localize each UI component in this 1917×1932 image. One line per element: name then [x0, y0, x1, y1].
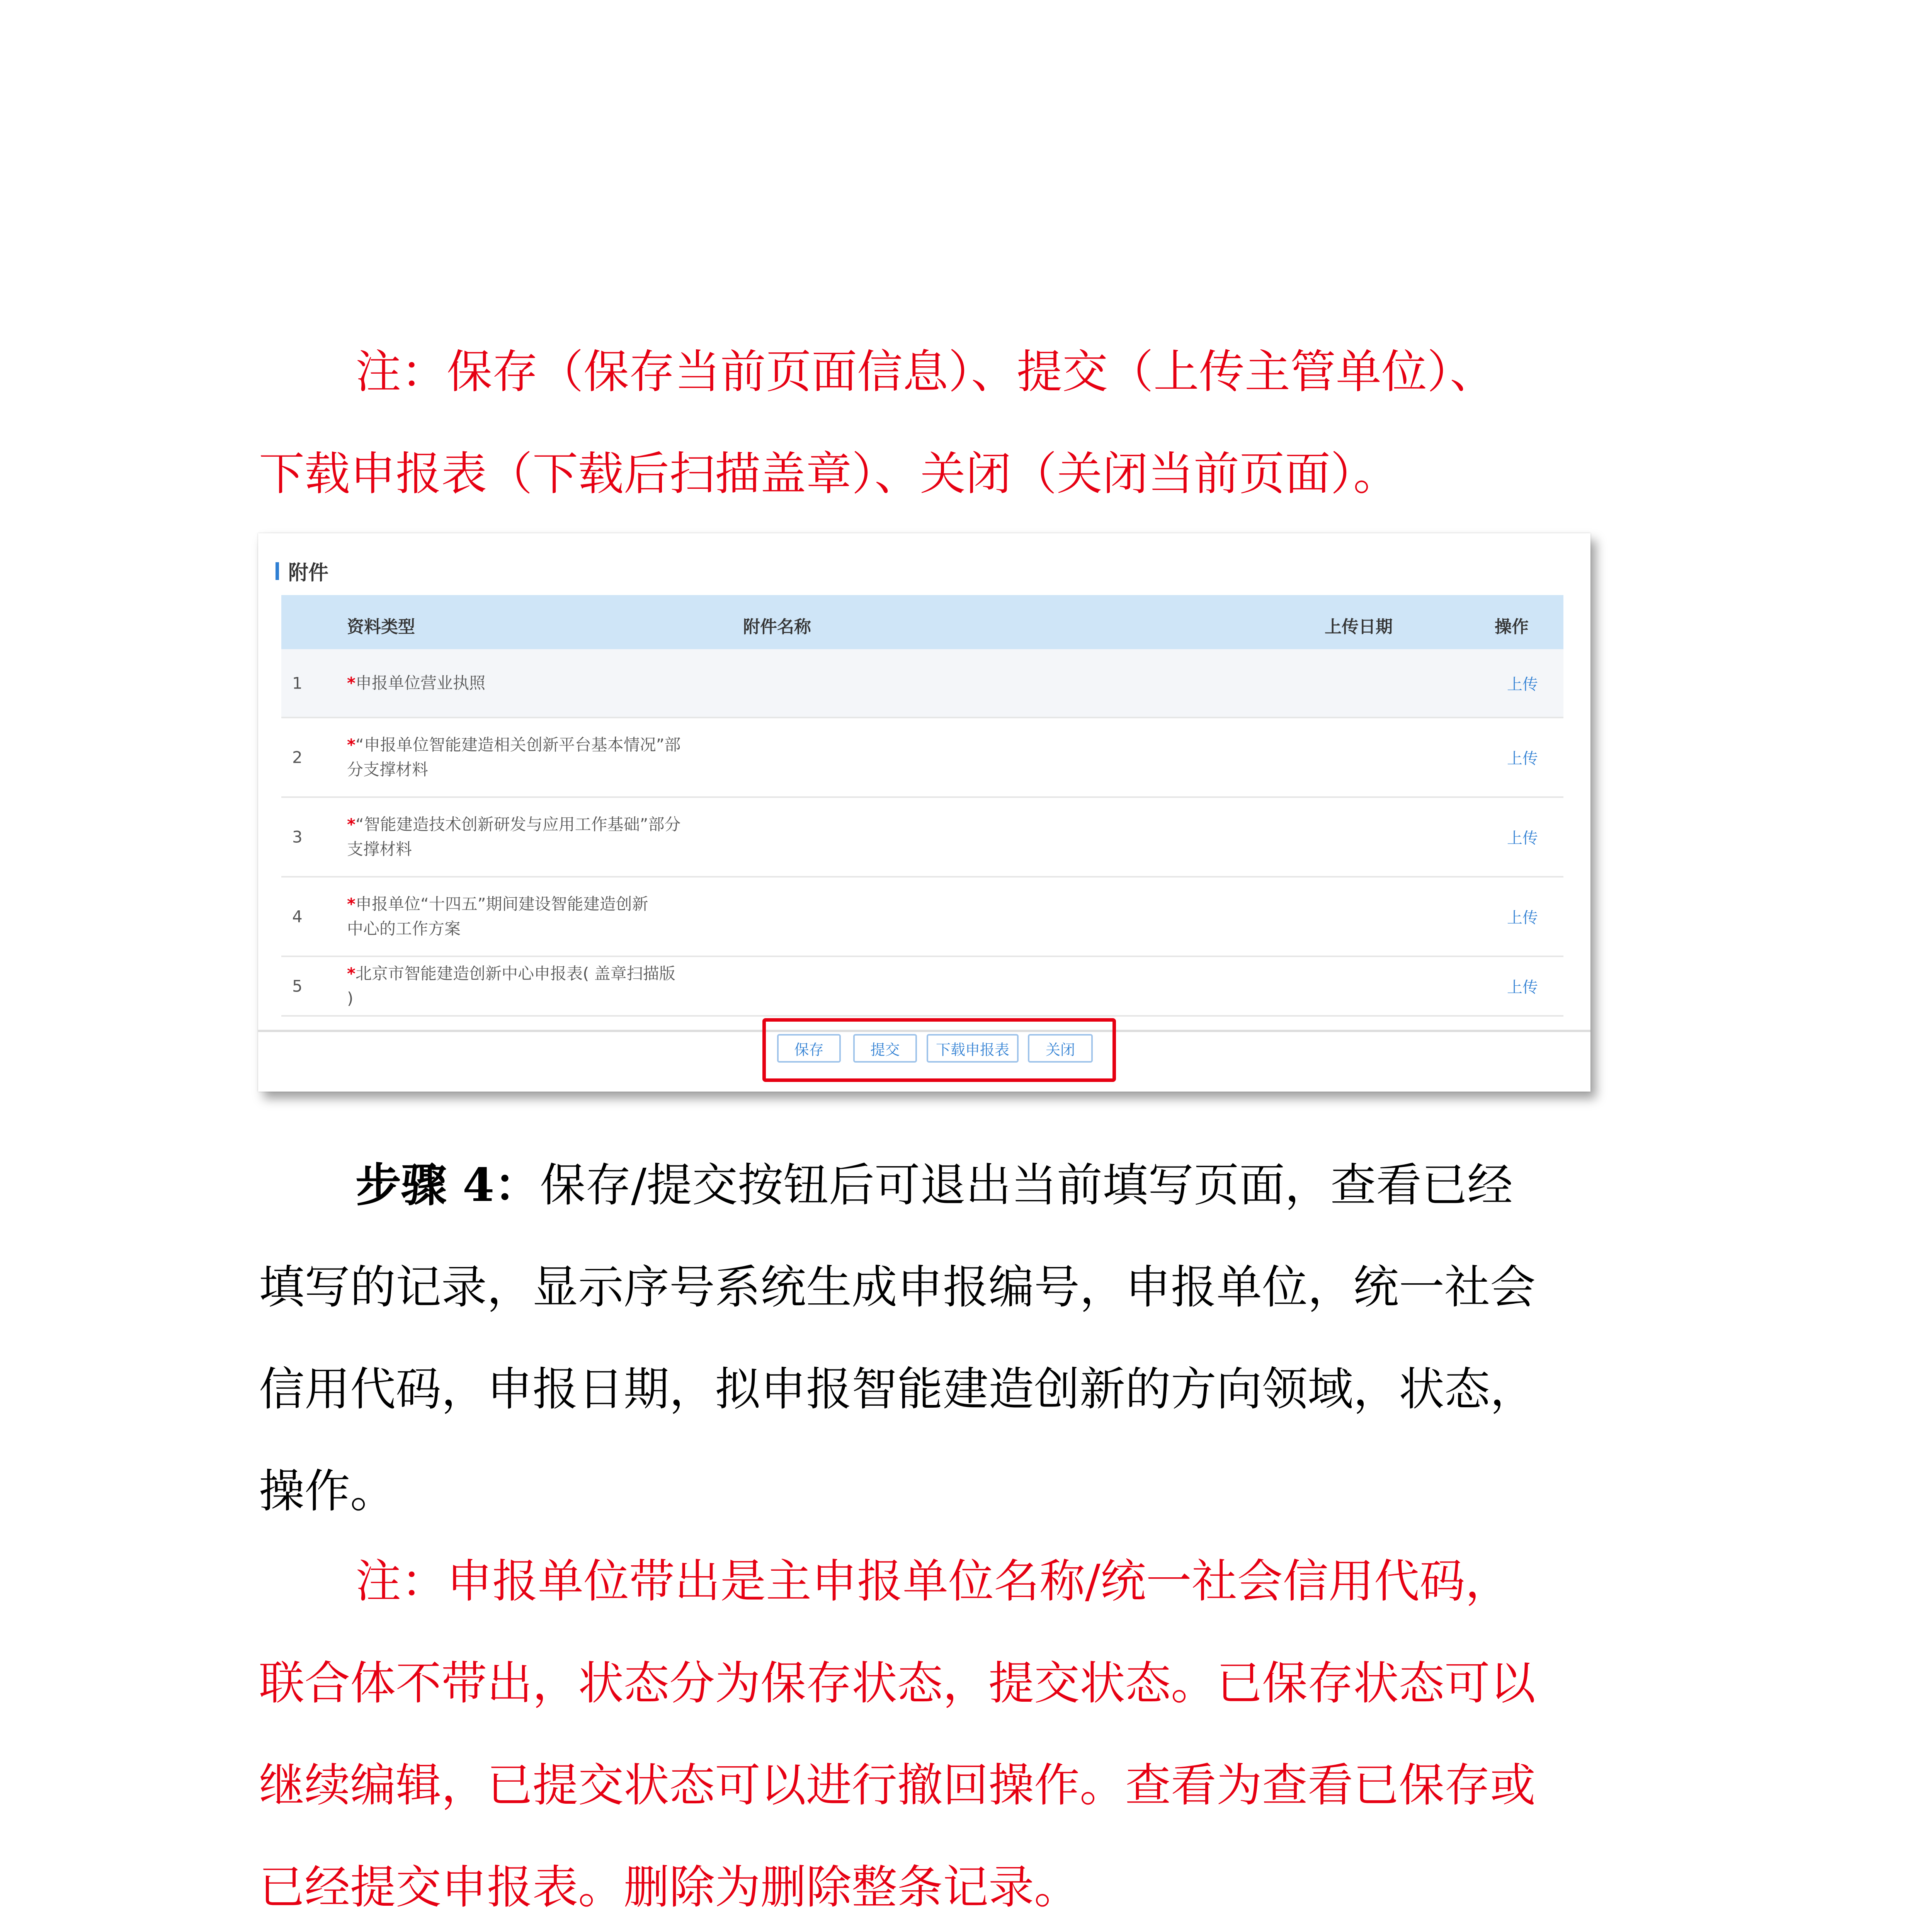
row-type-line1: 北京市智能建造创新中心申报表( 盖章扫描版 [355, 964, 675, 983]
header-type: 资料类型 [347, 617, 415, 637]
row-number: 2 [292, 748, 303, 767]
upload-link[interactable]: 上传 [1507, 909, 1538, 927]
required-star: * [347, 673, 356, 692]
row-type-line2: 支撑材料 [347, 840, 412, 859]
attachment-screenshot [258, 533, 1590, 1092]
buttons-highlight-box [762, 1018, 1116, 1082]
row-type [347, 961, 718, 1011]
download-form-button[interactable]: 下载申报表 [927, 1034, 1019, 1063]
note2-line2: 联合体不带出，状态分为保存状态，提交状态。已保存状态可以 [259, 1656, 1536, 1710]
note1-line2: 下载申报表（下载后扫描盖章）、关闭（关闭当前页面）。 [259, 447, 1399, 500]
upload-link[interactable]: 上传 [1507, 978, 1538, 997]
table-row [281, 718, 1563, 798]
header-name: 附件名称 [743, 617, 811, 637]
row-type [347, 812, 718, 862]
required-star: * [347, 735, 356, 754]
close-button[interactable]: 关闭 [1028, 1034, 1093, 1063]
note2-line4: 已经提交申报表。删除为删除整条记录。 [259, 1861, 1080, 1914]
title-accent-bar [276, 562, 279, 580]
save-button[interactable]: 保存 [777, 1034, 841, 1063]
row-number: 1 [292, 673, 303, 692]
step4-line1-wrap [259, 1134, 1696, 1236]
row-number: 5 [292, 976, 303, 996]
row-type [347, 733, 718, 782]
note1-line1: 注：保存（保存当前页面信息）、提交（上传主管单位）、 [356, 345, 1496, 398]
upload-link[interactable]: 上传 [1507, 750, 1538, 768]
attachment-section-title [276, 556, 328, 585]
step4-line2: 填写的记录，显示序号系统生成申报编号，申报单位，统一社会 [259, 1260, 1536, 1314]
step4-line3: 信用代码，申报日期，拟申报智能建造创新的方向领域，状态， [259, 1362, 1536, 1416]
upload-link[interactable]: 上传 [1507, 675, 1538, 693]
step4-label: 步骤 4： [356, 1158, 540, 1212]
table-row [281, 798, 1563, 878]
submit-button[interactable]: 提交 [853, 1034, 917, 1063]
row-type-line1: 申报单位“十四五”期间建设智能建造创新 [355, 895, 648, 913]
row-type-line2: ) [347, 989, 354, 1008]
note2-line3: 继续编辑，已提交状态可以进行撤回操作。查看为查看已保存或 [259, 1759, 1536, 1812]
table-row [281, 649, 1563, 718]
section-title-text: 附件 [288, 561, 329, 585]
table-header [281, 595, 1563, 649]
row-type-line1: “申报单位智能建造相关创新平台基本情况”部 [355, 735, 681, 754]
row-number: 3 [292, 827, 303, 847]
header-date: 上传日期 [1325, 617, 1393, 637]
required-star: * [347, 895, 356, 913]
note-paragraph-2 [259, 1530, 1696, 1932]
row-type [347, 671, 718, 696]
row-type-line2: 分支撑材料 [347, 760, 429, 779]
required-star: * [347, 815, 356, 834]
note2-line1: 注：申报单位带出是主申报单位名称/统一社会信用代码， [356, 1554, 1511, 1608]
step4-paragraph [259, 1134, 1696, 1542]
row-type-line1: 申报单位营业执照 [355, 673, 485, 692]
row-type-line1: “智能建造技术创新研发与应用工作基础”部分 [355, 815, 681, 834]
row-type [347, 892, 718, 941]
step4-line4: 操作。 [259, 1464, 396, 1518]
header-action: 操作 [1495, 617, 1529, 637]
row-type-line2: 中心的工作方案 [347, 919, 461, 938]
step4-line1: 保存/提交按钮后可退出当前填写页面，查看已经 [540, 1158, 1513, 1212]
note-paragraph-1 [259, 321, 1696, 525]
table-row [281, 878, 1563, 957]
row-number: 4 [292, 907, 303, 926]
table-row [281, 957, 1563, 1017]
required-star: * [347, 964, 356, 983]
upload-link[interactable]: 上传 [1507, 829, 1538, 847]
